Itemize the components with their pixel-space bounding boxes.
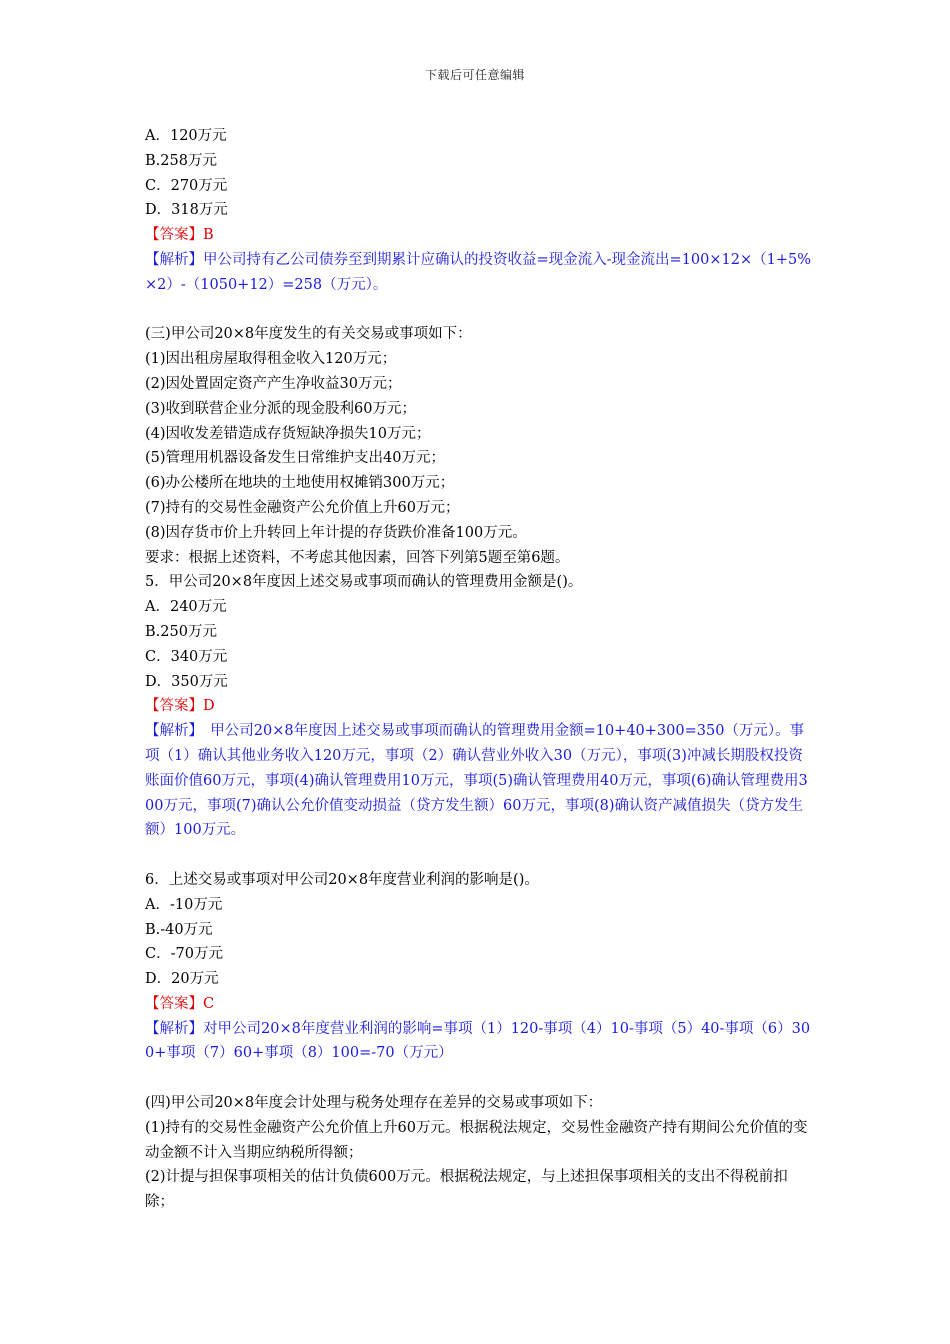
list-item: (8)因存货市价上升转回上年计提的存货跌价准备100万元。	[145, 524, 527, 541]
analysis-paragraph	[145, 719, 811, 843]
option-d: D．318万元	[145, 202, 228, 219]
option-b: B.250万元	[145, 623, 217, 640]
list-item: (5)管理用机器设备发生日常维护支出40万元；	[145, 450, 445, 467]
analysis-label: 【解析】	[145, 723, 196, 740]
section-intro: (四)甲公司20×8年度会计处理与税务处理存在差异的交易或事项如下：	[145, 1095, 603, 1112]
analysis-text: 甲公司20×8年度因上述交易或事项而确认的管理费用金额=10+40+300=350（万元）。事项（1）确认其他业务收入120万元，事项（2）确认营业外收入30（万元），事项(3)冲减长期股权投资账面价值60万元，事项(4)确认管理费用10万元，事项(5)确认管理费用40万元，事项(6)确认管理费用300万元，事项(7)确认公允价值变动损益（贷方发生额）60万元，事项(8)确认资产减值损失（贷方发生额）100万元。	[145, 723, 808, 839]
option-b: B.258万元	[145, 152, 217, 169]
list-item: (7)持有的交易性金融资产公允价值上升60万元；	[145, 499, 460, 516]
spacer	[145, 298, 811, 323]
option-a: A．120万元	[145, 128, 227, 144]
list-item: (3)收到联营企业分派的现金股利60万元；	[145, 400, 416, 417]
spacer	[145, 1066, 811, 1091]
analysis-text: 甲公司持有乙公司债券至到期累计应确认的投资收益=现金流入-现金流出=100×12×（1+5%×2）-（1050+12）=258（万元）。	[145, 251, 811, 293]
option-b: B.-40万元	[145, 921, 213, 938]
answer-line: 【答案】B	[145, 227, 214, 244]
question-6: 6．上述交易或事项对甲公司20×8年度营业利润的影响是()。	[145, 871, 539, 888]
option-d: D．20万元	[145, 971, 219, 988]
question-5: 5．甲公司20×8年度因上述交易或事项而确认的管理费用金额是()。	[145, 574, 583, 591]
option-d: D．350万元	[145, 673, 228, 690]
spacer	[145, 843, 811, 868]
option-c: C．270万元	[145, 177, 228, 194]
option-a: A．-10万元	[145, 896, 223, 913]
document-body	[145, 124, 811, 1215]
requirement-text: 要求：根据上述资料，不考虑其他因素，回答下列第5题至第6题。	[145, 549, 570, 566]
list-item: (1)因出租房屋取得租金收入120万元；	[145, 351, 397, 368]
page-header: 下载后可任意编辑	[424, 68, 525, 82]
option-a: A．240万元	[145, 599, 227, 616]
answer-line: 【答案】C	[145, 995, 215, 1012]
list-item: (4)因收发差错造成存货短缺净损失10万元；	[145, 425, 431, 442]
option-c: C．340万元	[145, 648, 228, 665]
analysis-text: 对甲公司20×8年度营业利润的影响=事项（1）120-事项（4）10-事项（5）40-事项（6）300+事项（7）60+事项（8）100=-70（万元）	[145, 1020, 811, 1062]
option-c: C．-70万元	[145, 946, 223, 963]
list-item: (1)持有的交易性金融资产公允价值上升60万元。根据税法规定，交易性金融资产持有期间公允价值的变动金额不计入当期应纳税所得额；	[145, 1119, 808, 1161]
list-item: (2)因处置固定资产产生净收益30万元；	[145, 375, 402, 392]
list-item: (6)办公楼所在地块的土地使用权摊销300万元；	[145, 475, 455, 492]
section-intro: (三)甲公司20×8年度发生的有关交易或事项如下：	[145, 326, 472, 343]
answer-line: 【答案】D	[145, 698, 215, 715]
analysis-paragraph	[145, 1017, 811, 1067]
analysis-paragraph	[145, 248, 811, 298]
analysis-label: 【解析】	[145, 251, 203, 268]
analysis-label: 【解析】	[145, 1020, 203, 1037]
list-item: (2)计提与担保事项相关的估计负债600万元。根据税法规定，与上述担保事项相关的支出不得税前扣除；	[145, 1169, 788, 1211]
